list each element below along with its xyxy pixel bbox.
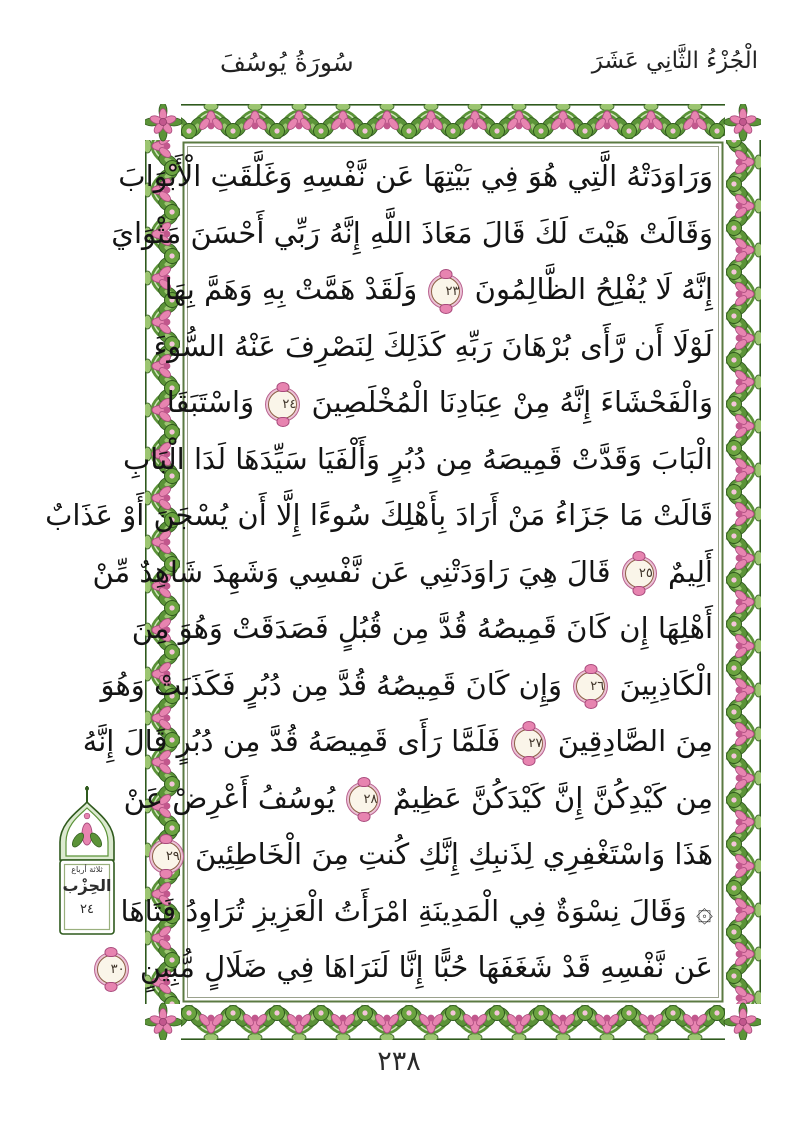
quran-text-segment: قَالَ هِيَ رَاوَدَتْنِي عَن نَّفْسِي وَشَهِدَ شَاهِدٌ مِّنْ	[92, 554, 611, 589]
juz-title: الْجُزْءُ الثَّانِي عَشَرَ	[591, 48, 758, 74]
quran-text-segment: هَذَا وَاسْتَغْفِرِي لِذَنبِكِ إِنَّكِ كُنتِ مِنَ الْخَاطِئِينَ	[195, 837, 713, 871]
quran-text-segment: وَقَالَتْ هَيْتَ لَكَ قَالَ مَعَاذَ اللَّهِ إِنَّهُ رَبِّي أَحْسَنَ مَثْوَايَ	[111, 215, 713, 250]
quran-text-segment: وَالْفَحْشَاءَ إِنَّهُ مِنْ عِبَادِنَا الْمُخْلَصِينَ	[311, 385, 713, 419]
quran-text-segment: إِنَّهُ لَا يُفْلِحُ الظَّالِمُونَ	[474, 272, 713, 306]
quran-text-segment: قَالَتْ مَا جَزَاءُ مَنْ أَرَادَ بِأَهْلِكَ سُوءًا إِلَّا أَن يُسْجَنَ أَوْ عَذَابٌ	[45, 498, 713, 532]
quran-text-segment: وَاسْتَبَقَا	[166, 385, 255, 419]
quran-line-5	[166, 374, 713, 431]
ayah-marker: ٢٦	[576, 672, 605, 701]
quran-text-segment: الْبَابَ وَقَدَّتْ قَمِيصَهُ مِن دُبُرٍ وَأَلْفَيَا سَيِّدَهَا لَدَا الْبَابِ	[122, 441, 713, 476]
quran-line-12	[123, 770, 713, 827]
quran-line-10	[100, 657, 713, 714]
quran-text-segment: أَلِيمٌ	[668, 554, 713, 589]
quran-line-6	[122, 431, 713, 488]
quran-text-segment: عَن نَّفْسِهِ قَدْ شَغَفَهَا حُبًّا إِنَّا لَنَرَاهَا فِي ضَلَالٍ مُّبِينٍ	[139, 950, 713, 984]
ayah-marker: ٣٠	[97, 955, 126, 984]
quran-line-4	[153, 318, 713, 375]
quran-line-9	[131, 600, 713, 657]
quran-text-segment: ۞ وَقَالَ نِسْوَةٌ فِي الْمَدِينَةِ امْرَأَتُ الْعَزِيزِ تُرَاوِدُ فَتَاهَا	[120, 893, 713, 928]
quran-line-14	[120, 883, 713, 940]
hizb-main-label: الحِزْب	[62, 876, 112, 895]
ayah-marker: ٢٧	[514, 729, 543, 758]
hizb-fraction-label: ثلاثة أرباع	[71, 865, 103, 874]
quran-text-segment: لَوْلَا أَن رَّأَى بُرْهَانَ رَبِّهِ كَذَلِكَ لِنَصْرِفَ عَنْهُ السُّوءَ	[153, 328, 713, 363]
quran-line-1	[118, 148, 713, 205]
ayah-marker: ٢٥	[625, 559, 654, 588]
quran-text-segment: وَرَاوَدَتْهُ الَّتِي هُوَ فِي بَيْتِهَا عَن نَّفْسِهِ وَغَلَّقَتِ الْأَبْوَابَ	[118, 159, 713, 193]
quran-line-8	[92, 544, 713, 601]
quran-line-11	[82, 713, 713, 770]
surah-title: سُورَةُ يُوسُفَ	[220, 48, 354, 77]
ayah-marker: ٢٣	[431, 277, 460, 306]
quran-text-segment: أَهْلِهَا إِن كَانَ قَمِيصُهُ قُدَّ مِن قُبُلٍ فَصَدَقَتْ وَهُوَ مِنَ	[131, 611, 713, 645]
quran-line-3	[164, 261, 713, 318]
page-number: ٢٣٨	[377, 1046, 421, 1077]
quran-text-segment: وَلَقَدْ هَمَّتْ بِهِ وَهَمَّ بِهَا	[164, 272, 418, 306]
hizb-number: ٢٤	[80, 902, 94, 917]
ayah-marker: ٢٩	[152, 842, 181, 871]
quran-text-segment: فَلَمَّا رَأَى قَمِيصَهُ قُدَّ مِن دُبُرٍ قَالَ إِنَّهُ	[82, 724, 501, 758]
quran-line-7	[45, 487, 713, 544]
quran-text-segment: الْكَاذِبِينَ	[619, 667, 713, 702]
quran-text-segment: يُوسُفُ أَعْرِضْ عَنْ	[123, 780, 336, 815]
quran-text-segment: مِن كَيْدِكُنَّ إِنَّ كَيْدَكُنَّ عَظِيمٌ	[392, 780, 713, 815]
quran-text-segment: وَإِن كَانَ قَمِيصُهُ قُدَّ مِن دُبُرٍ فَكَذَبَتْ وَهُوَ	[100, 667, 562, 702]
quran-line-2	[111, 205, 713, 262]
quran-line-13	[165, 826, 713, 883]
ayah-marker: ٢٤	[268, 390, 297, 419]
quran-line-15	[110, 939, 713, 996]
quran-text-segment: مِنَ الصَّادِقِينَ	[557, 724, 713, 758]
ayah-marker: ٢٨	[349, 785, 378, 814]
hizb-marker	[50, 786, 124, 958]
